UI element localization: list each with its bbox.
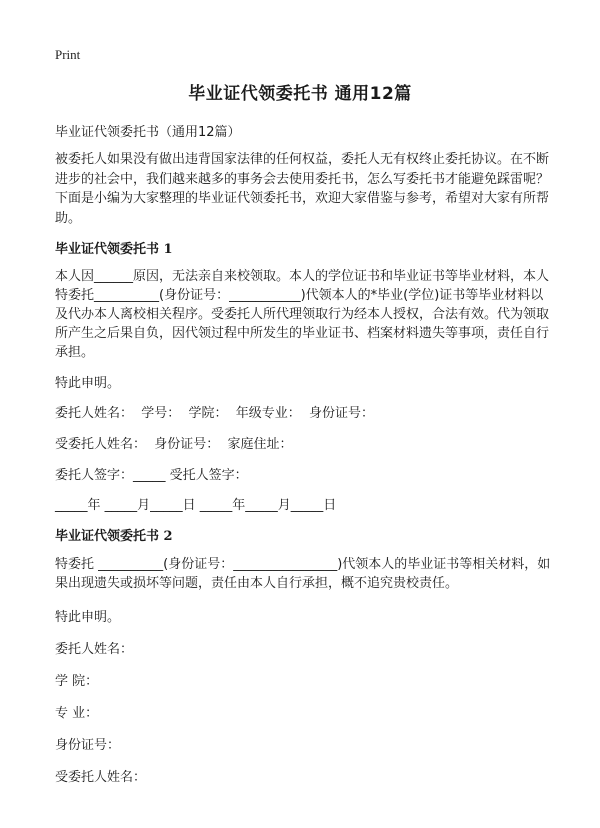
date-line: _____年 _____月_____日 _____年_____月_____日 [55,498,337,513]
document-subtitle: 毕业证代领委托书（通用12篇） [55,125,241,140]
section-2-body: 特委托 __________(身份证号：________________)代领本人的毕业证书等相关材料，如果出现遗失或损坏等问题，责任由本人自行承担，概不追究贵校责任。 [55,557,551,591]
section-1-heading: 毕业证代领委托书 1 [55,242,173,257]
section-1-body: 本人因______原因，无法亲自来校领取。本人的学位证书和毕业证书等毕业材料，本人特委托__________(身份证号：___________)代领本人的*毕业(学位)证书等毕业材料以及代办本人离校相关程序。受委托人所代理领取行为经本人授权，合法有效。代为领取所产生之后果自负，因代领过程中所发生的毕业证书、档案材料遗失等事项，责任自行承担。 [55,269,550,360]
principal-info-line: 委托人姓名： 学号： 学院： 年级专业： 身份证号： [55,406,375,421]
page-title: 毕业证代领委托书 通用12篇 [188,84,412,104]
section-2-declaration: 特此申明。 [55,610,121,625]
major-field: 专 业： [55,706,99,721]
intro-paragraph: 被委托人如果没有做出违背国家法律的任何权益，委托人无有权终止委托协议。在不断进步的社会中，我们越来越多的事务会去使用委托书，怎么写委托书才能避免踩雷呢？下面是小编为大家整理的毕业证代领委托书，欢迎大家借鉴与参考，希望对大家有所帮助。 [55,152,550,226]
section-2-heading: 毕业证代领委托书 2 [55,529,173,544]
agent-info-line: 受委托人姓名： 身份证号： 家庭住址： [55,437,293,452]
section-1-declaration: 特此申明。 [55,376,121,391]
signature-line: 委托人签字：_____ 受托人签字： [55,468,248,483]
principal-name-field: 委托人姓名： [55,642,134,657]
school-field: 学 院： [55,674,99,689]
id-number-field: 身份证号： [55,738,121,753]
agent-name-field: 受委托人姓名： [55,770,147,785]
print-link[interactable]: Print [55,47,81,62]
